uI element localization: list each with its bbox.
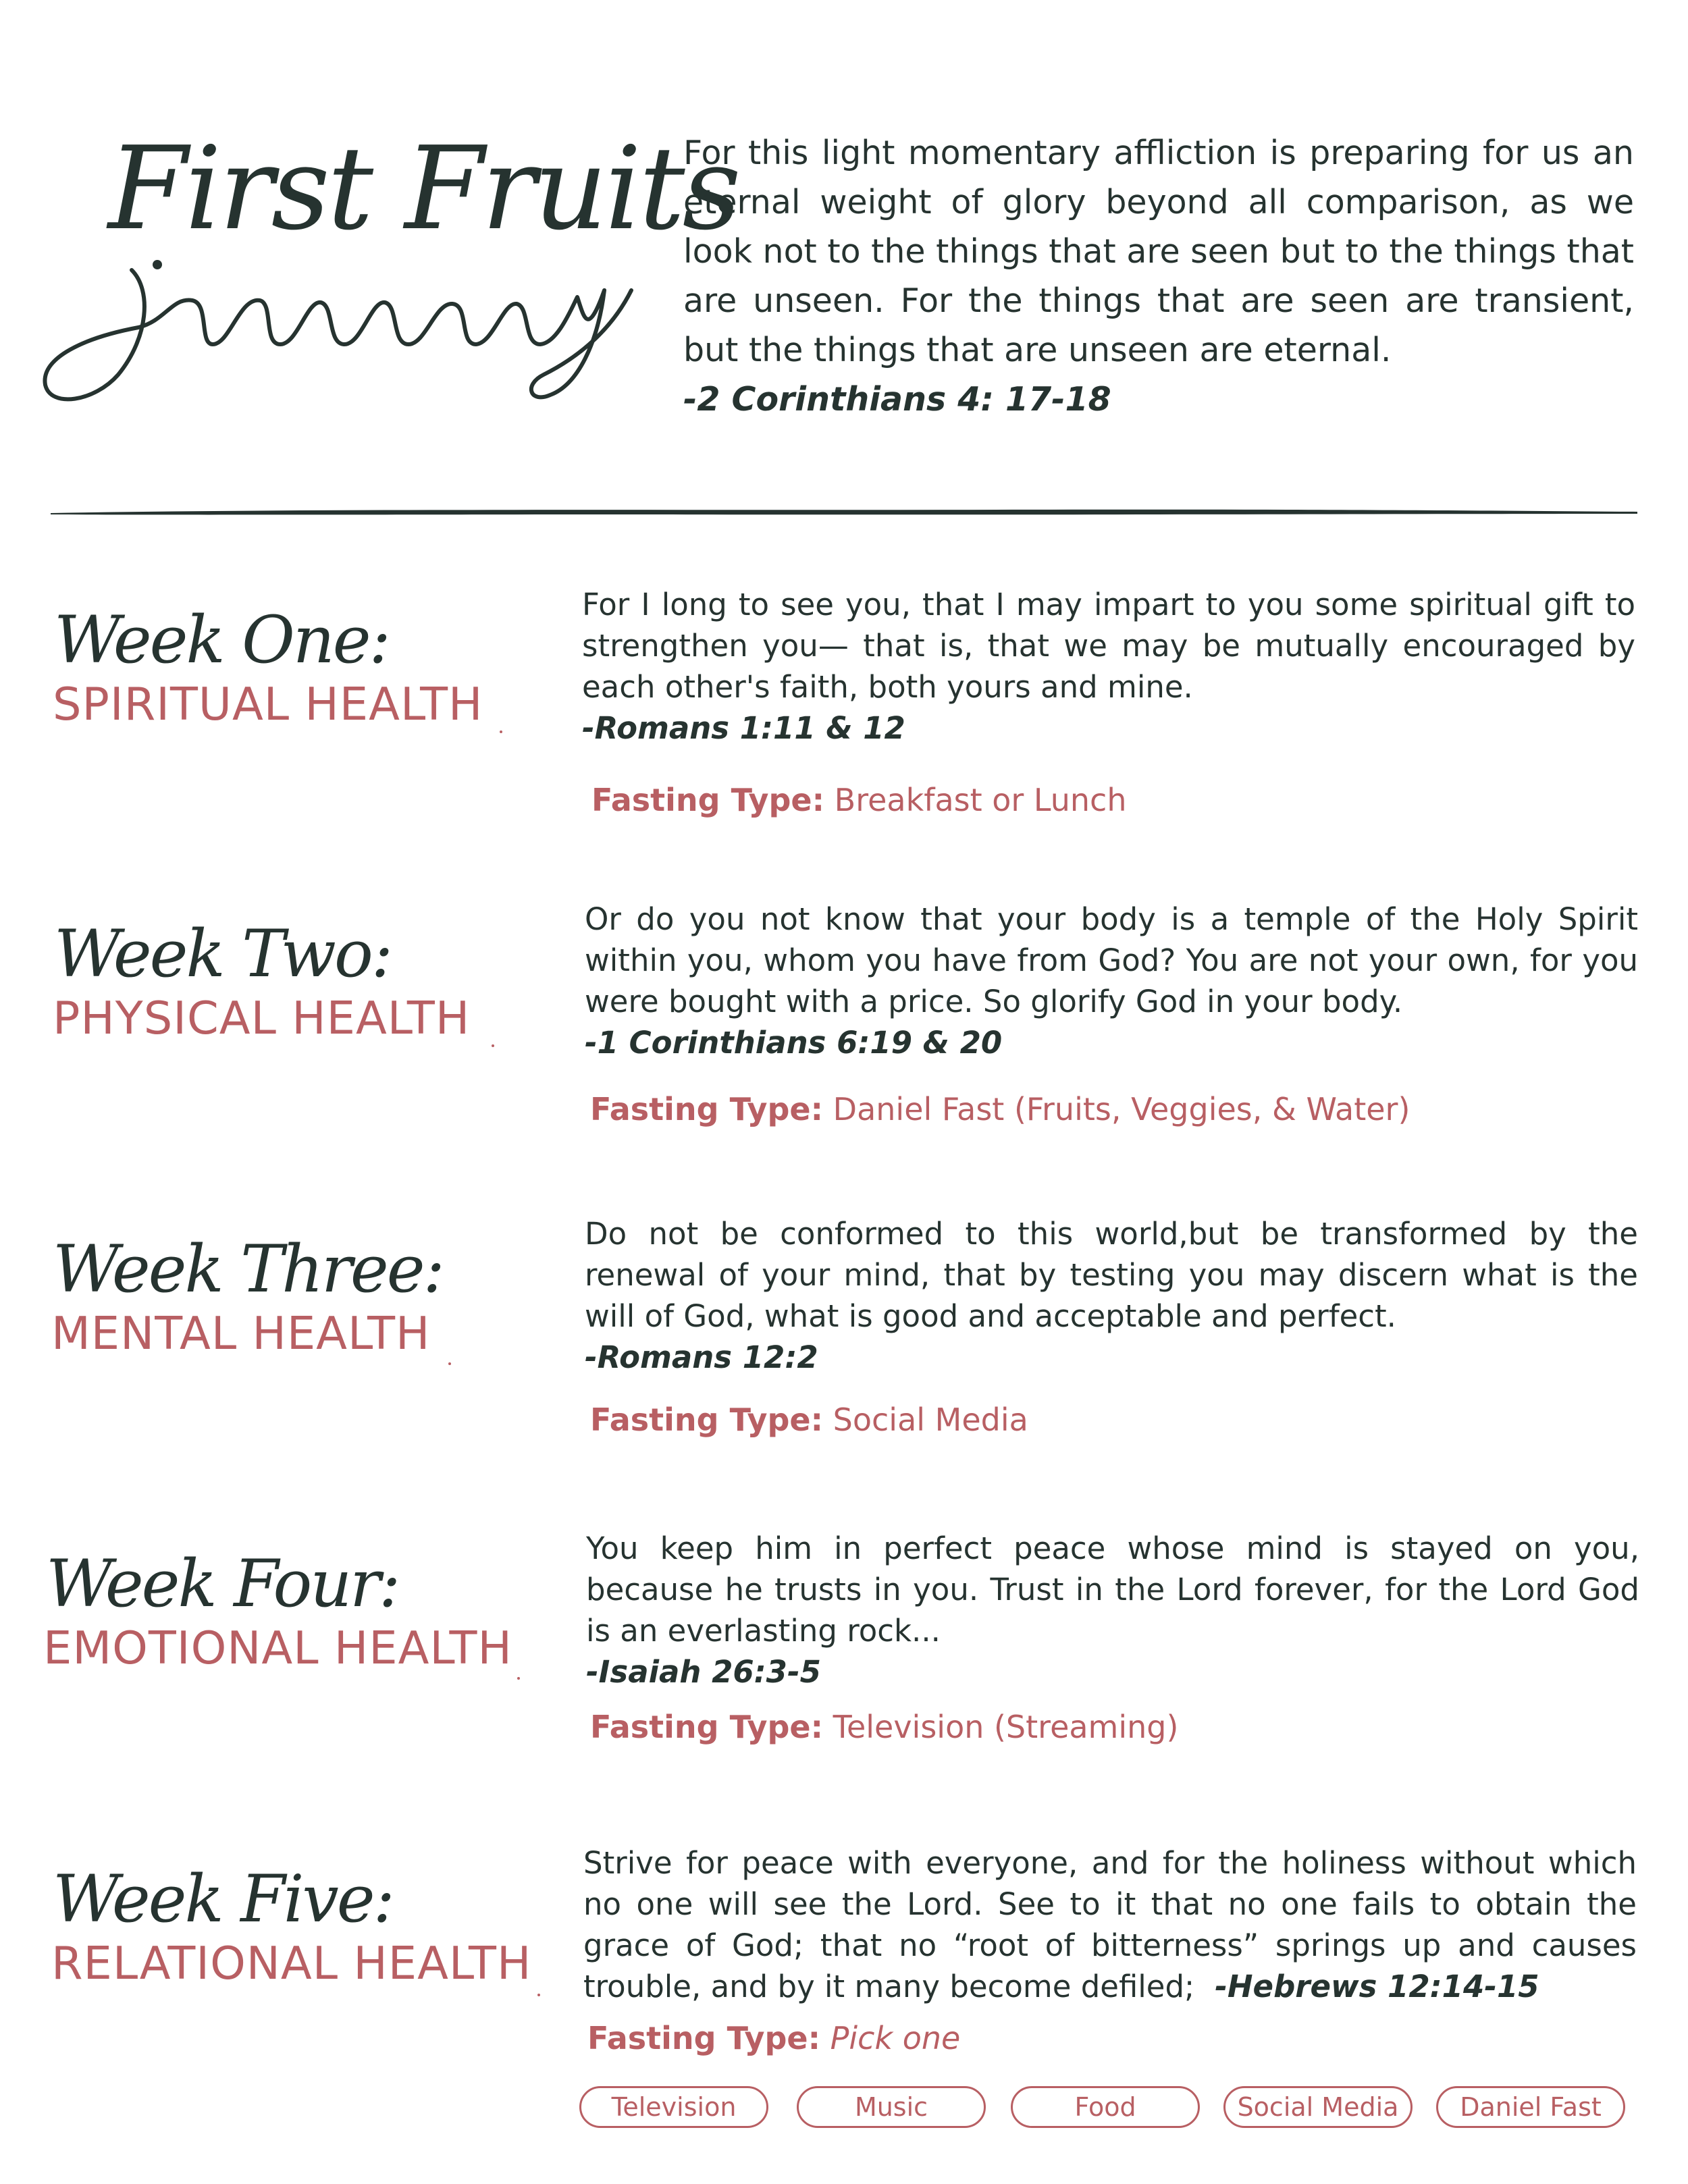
decorative-dot [500, 730, 502, 733]
week-two-fasting [590, 1091, 1410, 1127]
fasting-type-label: Fasting Type: [590, 1091, 824, 1127]
page-title: First Fruits [108, 122, 739, 256]
week-four-fasting [590, 1709, 1179, 1745]
week-four-title: Week Four: [46, 1546, 399, 1622]
week-two-reference: -1 Corinthians 6:19 & 20 [585, 1025, 1003, 1061]
week-five-category: RELATIONAL HEALTH [51, 1937, 532, 1990]
week-three-reference: -Romans 12:2 [585, 1339, 818, 1375]
week-one-reference: -Romans 1:11 & 12 [582, 710, 905, 746]
week-four-verse-text: You keep him in perfect peace whose mind is stayed on you, because he trusts in you. Trust in the Lord forever, for the Lord God is an everlasting rock... [586, 1530, 1639, 1649]
decorative-dot [492, 1044, 494, 1047]
week-two-category: PHYSICAL HEALTH [53, 992, 471, 1044]
week-five-title: Week Five: [53, 1861, 393, 1937]
week-three-category: MENTAL HEALTH [51, 1307, 431, 1360]
fasting-type-value: Television (Streaming) [833, 1709, 1179, 1745]
fasting-type-value: Pick one [830, 2020, 961, 2056]
divider-line [51, 505, 1637, 518]
week-four-verse [586, 1528, 1639, 1693]
week-one-category: SPIRITUAL HEALTH [53, 678, 483, 730]
fasting-type-label: Fasting Type: [591, 782, 825, 818]
fasting-type-label: Fasting Type: [587, 2020, 821, 2056]
week-two-title: Week Two: [54, 916, 392, 992]
option-music[interactable]: Music [797, 2086, 986, 2128]
option-television[interactable]: Television [579, 2086, 768, 2128]
option-food[interactable]: Food [1011, 2086, 1200, 2128]
option-social-media[interactable]: Social Media [1223, 2086, 1413, 2128]
intro-verse-reference: -2 Corinthians 4: 17-18 [683, 380, 1111, 419]
week-four-category: EMOTIONAL HEALTH [43, 1622, 512, 1674]
week-two-verse-text: Or do you not know that your body is a temple of the Holy Spirit within you, whom you have from God? You are not your own, for you were bought with a price. So glorify God in your body. [585, 901, 1638, 1019]
week-three-verse [585, 1213, 1638, 1378]
week-three-verse-text: Do not be conformed to this world,but be transformed by the renewal of your mind, that by testing you may discern what is the will of God, what is good and acceptable and perfect. [585, 1216, 1638, 1334]
week-three-fasting [590, 1402, 1028, 1438]
fasting-type-label: Fasting Type: [590, 1402, 824, 1438]
fasting-type-label: Fasting Type: [590, 1709, 824, 1745]
decorative-dot [517, 1677, 520, 1680]
decorative-dot [448, 1362, 451, 1365]
week-one-verse-text: For I long to see you, that I may impart to you some spiritual gift to strengthen you— that is, that we may be mutually encouraged by each other's faith, both yours and mine. [582, 587, 1635, 705]
week-five-reference: -Hebrews 12:14-15 [1215, 1969, 1539, 2004]
intro-verse-text: For this light momentary affliction is preparing for us an eternal weight of glory beyond all comparison, as we look not to the things that are seen but to the things that are unseen. For the things that are seen are transient, but the things that are unseen are eternal. [683, 134, 1634, 369]
week-one-verse [582, 584, 1635, 749]
option-daniel-fast[interactable]: Daniel Fast [1436, 2086, 1625, 2128]
week-four-reference: -Isaiah 26:3-5 [586, 1654, 821, 1690]
intro-verse [683, 128, 1634, 424]
week-five-verse [583, 1842, 1637, 2007]
week-five-fasting [587, 2020, 961, 2056]
week-one-fasting [591, 784, 1127, 816]
fasting-type-value: Social Media [833, 1402, 1028, 1438]
month-script [37, 250, 638, 412]
week-one-title: Week One: [54, 602, 389, 678]
week-two-verse [585, 899, 1638, 1063]
week-three-title: Week Three: [53, 1231, 443, 1307]
decorative-dot [537, 1994, 540, 1996]
fasting-type-value: Daniel Fast (Fruits, Veggies, & Water) [833, 1091, 1410, 1127]
week-five-verse-text: Strive for peace with everyone, and for the holiness without which no one will see the Lord. See to it that no one fails to obtain the grace of God; that no “root of bitterness” springs up and causes trouble, and by it many become defiled; [583, 1845, 1637, 2004]
fasting-type-value: Breakfast or Lunch [834, 782, 1127, 818]
